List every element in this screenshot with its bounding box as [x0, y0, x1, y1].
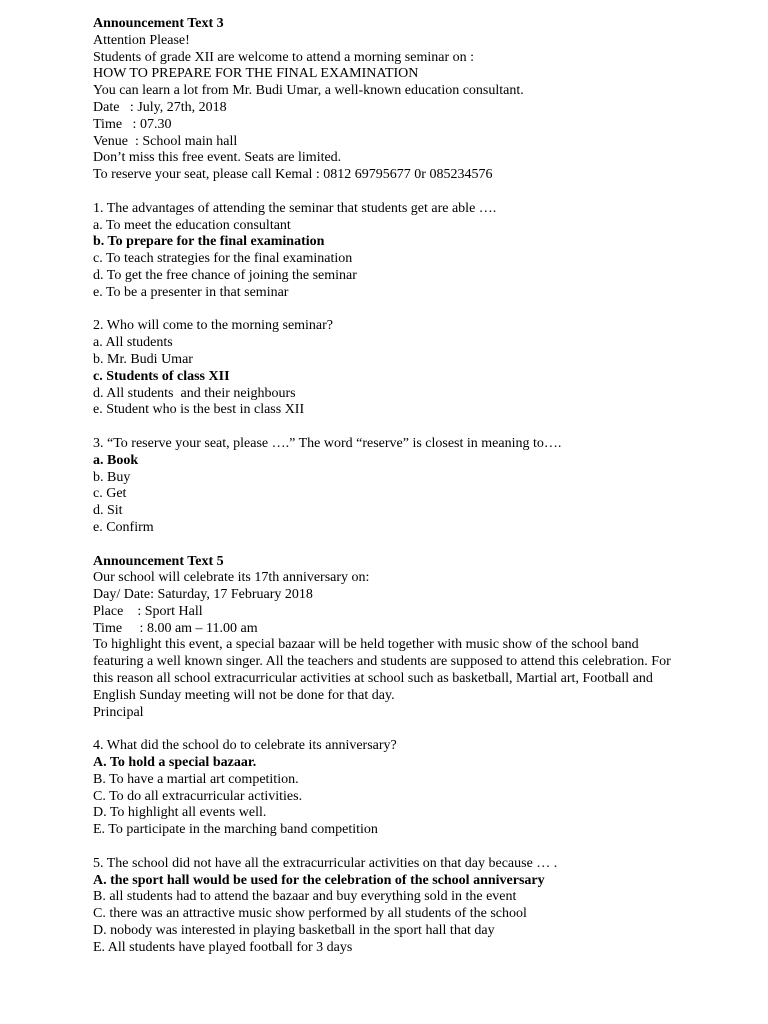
document-page	[93, 16, 673, 957]
q2-option-e: e. Student who is the best in class XII	[93, 402, 305, 418]
q3-option-c: c. Get	[93, 486, 127, 502]
q5-option-c: C. there was an attractive music show performed by all students of the school	[93, 906, 527, 922]
announcement-3-line: Students of grade XII are welcome to attend a morning seminar on :	[93, 49, 474, 65]
question-2: 2. Who will come to the morning seminar?	[93, 318, 334, 334]
q3-option-d: d. Sit	[93, 503, 123, 519]
question-1: 1. The advantages of attending the seminar that students get are able ….	[93, 200, 497, 216]
q3-option-a-answer: a. Book	[93, 452, 139, 468]
announcement-5-signature: Principal	[93, 704, 144, 720]
announcement-3-line: To reserve your seat, please call Kemal : 0812 69795677 0r 085234576	[93, 167, 493, 183]
announcement-3-line: Date : July, 27th, 2018	[93, 99, 227, 115]
announcement-5-line: Day/ Date: Saturday, 17 February 2018	[93, 587, 313, 603]
q2-option-c-answer: c. Students of class XII	[93, 368, 230, 384]
q5-option-b: B. all students had to attend the bazaar and buy everything sold in the event	[93, 889, 517, 905]
q5-option-a-answer: A. the sport hall would be used for the celebration of the school anniversary	[93, 872, 545, 888]
question-3: 3. “To reserve your seat, please ….” The word “reserve” is closest in meaning to….	[93, 435, 562, 451]
announcement-3-line: HOW TO PREPARE FOR THE FINAL EXAMINATION	[93, 66, 419, 82]
announcement-5-line: Place : Sport Hall	[93, 603, 203, 619]
q4-option-a-answer: A. To hold a special bazaar.	[93, 755, 257, 771]
announcement-3-line: Time : 07.30	[93, 116, 172, 132]
q1-option-b-answer: b. To prepare for the final examination	[93, 234, 325, 250]
spacer	[93, 537, 673, 554]
announcement-3-line: Don’t miss this free event. Seats are limited.	[93, 150, 342, 166]
q2-option-a: a. All students	[93, 335, 173, 351]
announcement-3-line: Attention Please!	[93, 32, 190, 48]
q4-option-d: D. To highlight all events well.	[93, 805, 267, 821]
announcement-5-line: Our school will celebrate its 17th anniversary on:	[93, 570, 370, 586]
q4-option-e: E. To participate in the marching band competition	[93, 822, 378, 838]
announcement-3-line: You can learn a lot from Mr. Budi Umar, a well-known education consultant.	[93, 83, 524, 99]
announcement-5-line: Time : 8.00 am – 11.00 am	[93, 620, 258, 636]
announcement-5-heading: Announcement Text 5	[93, 553, 224, 569]
q4-option-c: C. To do all extracurricular activities.	[93, 788, 303, 804]
q1-option-e: e. To be a presenter in that seminar	[93, 284, 289, 300]
announcement-3-heading: Announcement Text 3	[93, 16, 224, 31]
spacer	[93, 302, 673, 319]
question-4: 4. What did the school do to celebrate its anniversary?	[93, 738, 397, 754]
q2-option-b: b. Mr. Budi Umar	[93, 351, 193, 367]
announcement-5-body: To highlight this event, a special bazaar will be held together with music show of the school band featuring a well known singer. All the teachers and students are supposed to attend this celebration. For this reason all school extracurricular activities at school such as basketball, Martial art, Football and English Sunday meeting will not be done for that day.	[93, 637, 671, 703]
q5-option-d: D. nobody was interested in playing basketball in the sport hall that day	[93, 923, 495, 939]
spacer	[93, 419, 673, 436]
spacer	[93, 721, 673, 738]
q1-option-d: d. To get the free chance of joining the seminar	[93, 267, 357, 283]
q2-option-d: d. All students and their neighbours	[93, 385, 296, 401]
q1-option-c: c. To teach strategies for the final examination	[93, 251, 353, 267]
spacer	[93, 839, 673, 856]
q5-option-e: E. All students have played football for 3 days	[93, 939, 353, 955]
q3-option-b: b. Buy	[93, 469, 131, 485]
announcement-3-line: Venue : School main hall	[93, 133, 238, 149]
q3-option-e: e. Confirm	[93, 519, 154, 535]
question-5: 5. The school did not have all the extracurricular activities on that day because … .	[93, 855, 558, 871]
spacer	[93, 184, 673, 201]
q4-option-b: B. To have a martial art competition.	[93, 771, 299, 787]
q1-option-a: a. To meet the education consultant	[93, 217, 291, 233]
